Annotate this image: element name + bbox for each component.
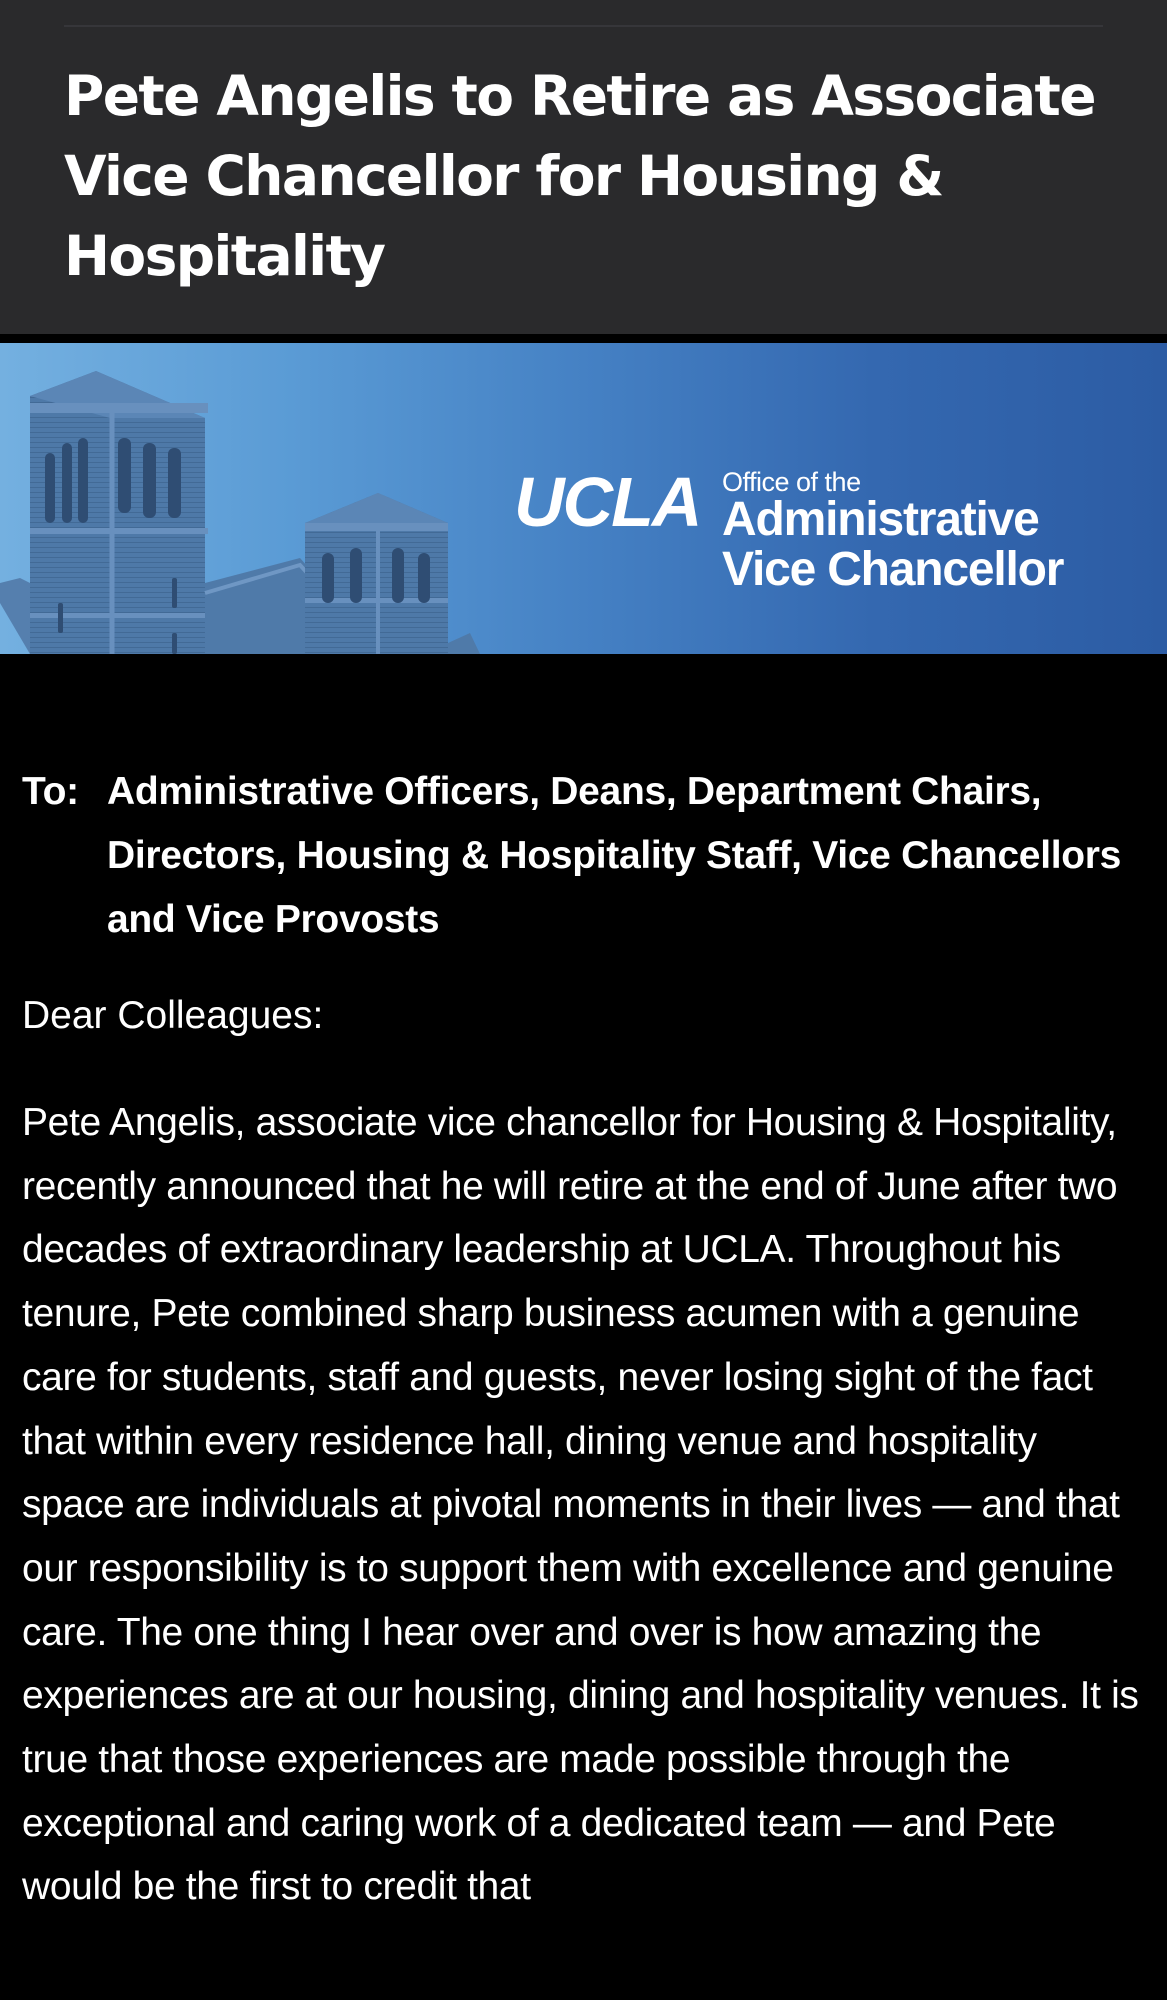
left-tower-icon <box>30 371 208 654</box>
memo-body <box>22 760 1147 1958</box>
hero-banner <box>0 343 1167 654</box>
recipients-row <box>22 760 1147 952</box>
article-header <box>0 0 1167 334</box>
logo-ucla-wordmark: UCLA <box>514 463 701 541</box>
body-paragraph: Pete Angelis, associate vice chancellor for Housing & Hospitality, recently announced that he will retire at the end of June after two decades of extraordinary leadership at UCLA. Throughout his tenure, Pete combined sharp business acumen with a genuine care for students, staff and guests, never losing sight of the fact that within every residence hall, dining venue and hospitality space are individuals at pivotal moments in their lives — and that our responsibility is to support them with excellence and genuine care. The one thing I hear over and over is how amazing the experiences are at our housing, dining and hospitality venues. It is true that those experiences are made possible through the exceptional and caring work of a dedicated team — and Pete would be the first to credit that <box>22 1101 1139 1909</box>
logo-department-name <box>722 495 1063 595</box>
logo-line-2: Vice Chancellor <box>722 543 1064 596</box>
article-title: Pete Angelis to Retire as Associate Vice Chancellor for Housing & Hospitality <box>64 64 1095 288</box>
recipients-list: Administrative Officers, Deans, Department Chairs, Directors, Housing & Hospitality Staff, Vice Chancellors and Vice Provosts <box>107 770 1122 941</box>
logo-line-1: Administrative <box>722 493 1039 546</box>
logo-office-text: Office of the <box>722 467 861 497</box>
greeting: Dear Colleagues: <box>22 994 324 1037</box>
building-wall <box>0 578 30 654</box>
to-label: To: <box>22 770 79 813</box>
right-tower-icon <box>305 493 448 654</box>
header-divider <box>64 25 1103 27</box>
